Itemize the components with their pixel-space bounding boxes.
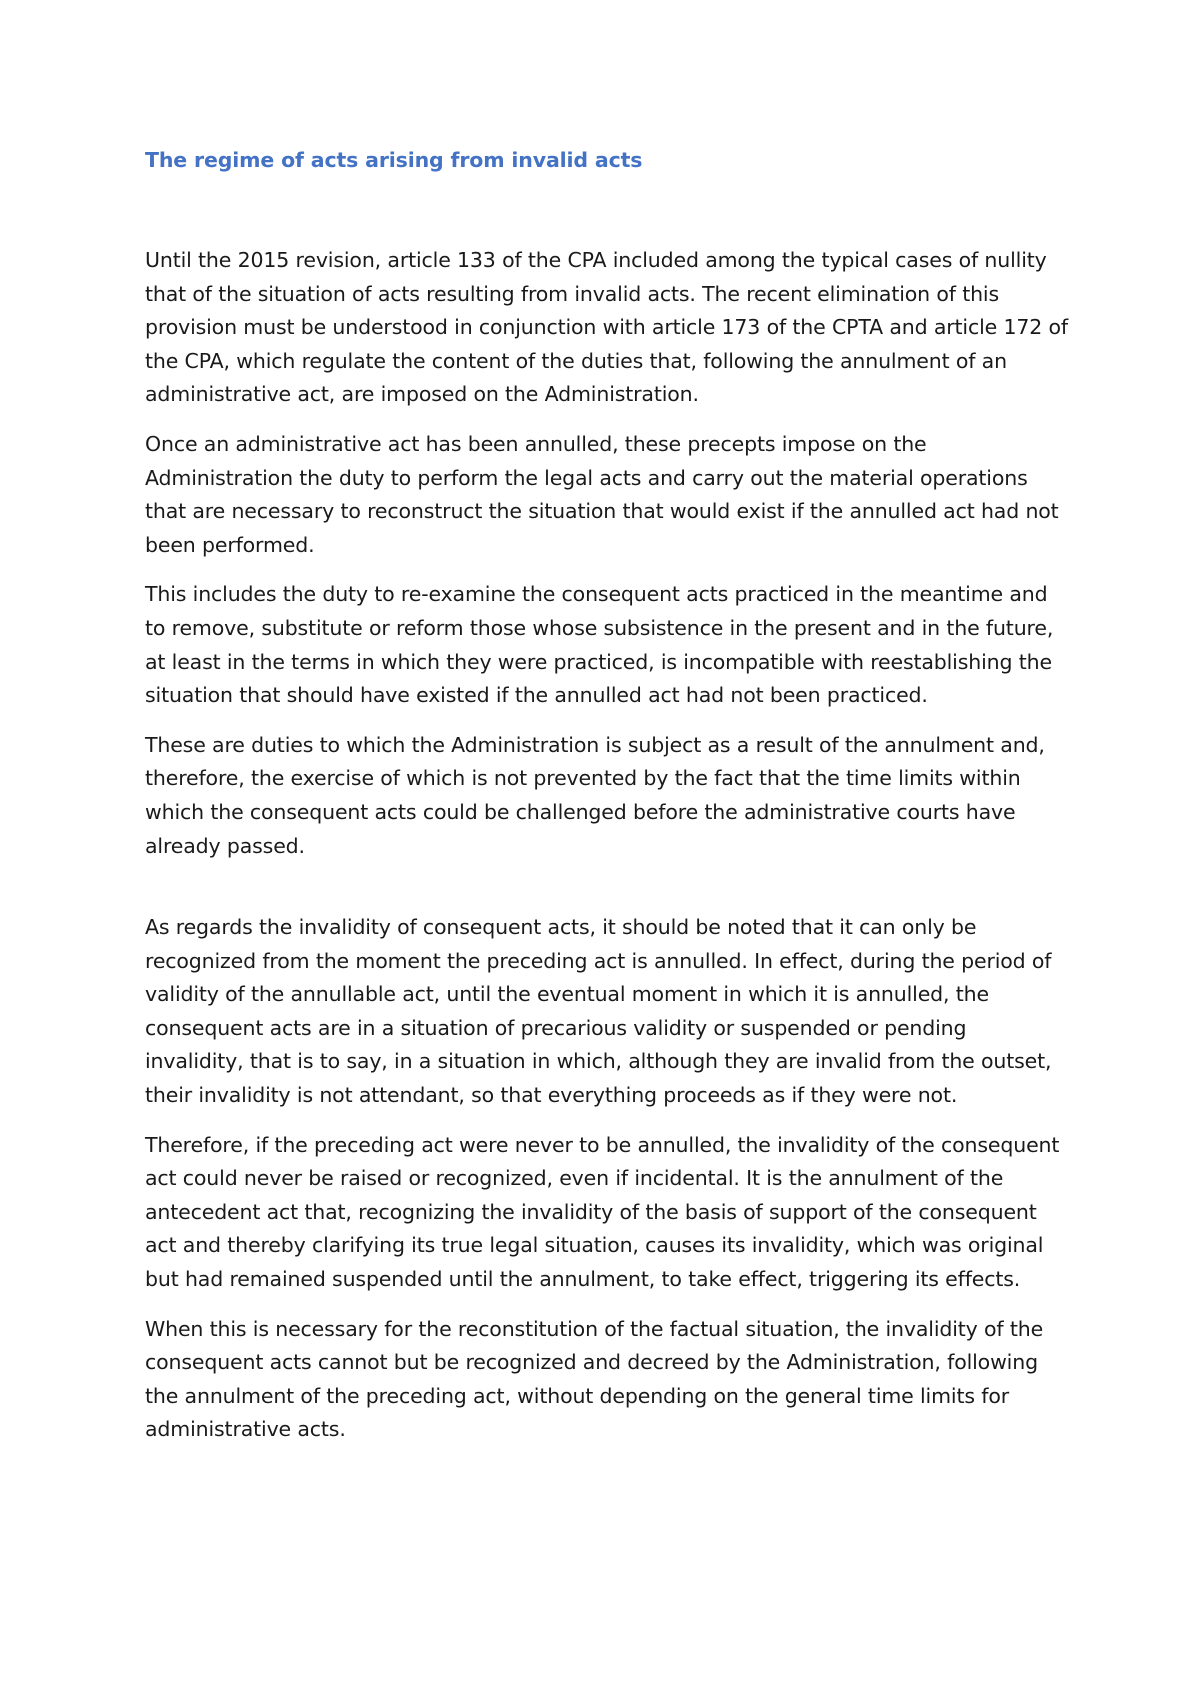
paragraph-cpa-revision: Until the 2015 revision, article 133 of the CPA included among the typical cases of nullity that of the situation of acts resulting from invalid acts. The recent elimination of this provision must be understood in conjunction with article 173 of the CPTA and article 172 of the CPA, which regulate the content of the duties that, following the annulment of an administrative act, are imposed on the Administration. bbox=[145, 248, 1068, 407]
paragraph-invalidity-recognition: As regards the invalidity of consequent acts, it should be noted that it can only be recognized from the moment the preceding act is annulled. In effect, during the period of validity of the annullable act, until the eventual moment in which it is annulled, the consequent acts are in a situation of precarious validity or suspended or pending invalidity, that is to say, in a situation in which, although they are invalid from the outset, their invalidity is not attendant, so that everything proceeds as if they were not. bbox=[145, 915, 1052, 1108]
paragraph-reconstitution: When this is necessary for the reconstitution of the factual situation, the invalidity of the consequent acts cannot but be recognized and decreed by the Administration, following the annulment of the preceding act, without depending on the general time limits for administrative acts. bbox=[145, 1316, 1044, 1442]
document-title: The regime of acts arising from invalid acts bbox=[145, 148, 643, 172]
paragraph-preceding-act: Therefore, if the preceding act were never to be annulled, the invalidity of the consequent act could never be raised or recognized, even if incidental. It is the annulment of the antecedent act that, recognizing the invalidity of the basis of support of the consequent act and thereby clarifying its true legal situation, causes its invalidity, which was original but had remained suspended until the annulment, to take effect, triggering its effects. bbox=[145, 1132, 1060, 1292]
paragraph-annulled-act-duties: Once an administrative act has been annulled, these precepts impose on the Administration the duty to perform the legal acts and carry out the material operations that are necessary to reconstruct the situation that would exist if the annulled act had not been performed. bbox=[145, 431, 1059, 557]
paragraph-spacer bbox=[145, 879, 1070, 911]
paragraph-administration-duties: These are duties to which the Administration is subject as a result of the annulment and, therefore, the exercise of which is not prevented by the fact that the time limits within which the consequent acts could be challenged before the administrative courts have already passed. bbox=[145, 732, 1045, 858]
paragraph-re-examine-duty: This includes the duty to re-examine the consequent acts practiced in the meantime and to remove, substitute or reform those whose subsistence in the present and in the future, at least in the terms in which they were practiced, is incompatible with reestablishing the situation that should have existed if the annulled act had not been practiced. bbox=[145, 582, 1054, 708]
document-body bbox=[145, 140, 1070, 1463]
